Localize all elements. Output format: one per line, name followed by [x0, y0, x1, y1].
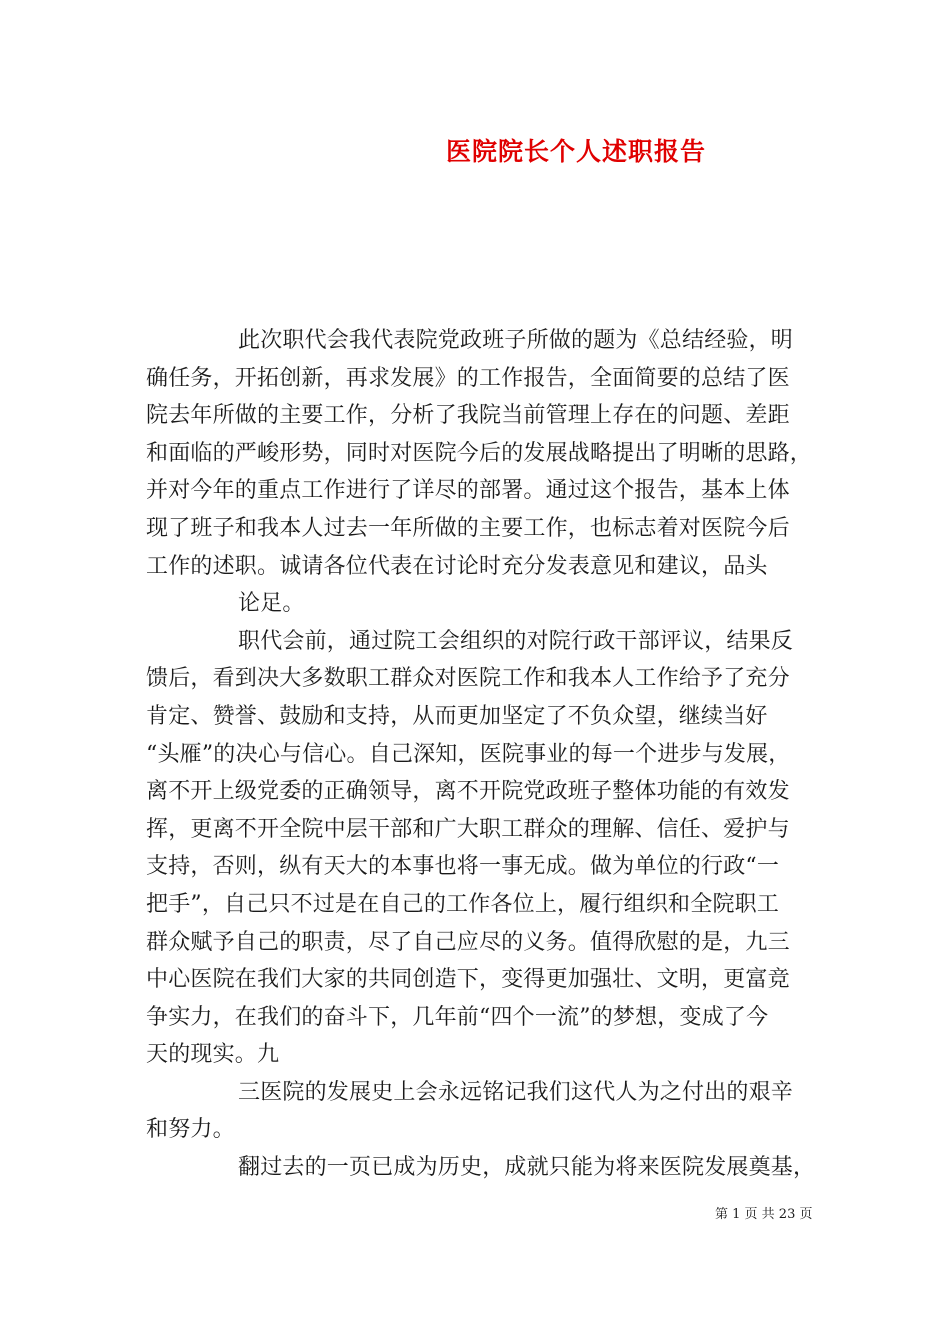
text-line: 和努力。	[146, 1117, 235, 1143]
text-line: 此次职代会我代表院党政班子所做的题为《总结经验，明	[238, 328, 794, 353]
text-line: 馈后，看到决大多数职工群众对医院工作和我本人工作给予了充分	[146, 666, 790, 692]
text-line: 工作的述职。诚请各位代表在讨论时充分发表意见和建议，品头	[146, 553, 768, 579]
text-line: 论足。	[238, 591, 305, 617]
text-line: 职代会前，通过院工会组织的对院行政干部评议，结果反	[238, 628, 794, 654]
text-line: 翻过去的一页已成为历史，成就只能为将来医院发展奠基，	[238, 1155, 816, 1181]
text-line: 肯定、赞誉、鼓励和支持，从而更加坚定了不负众望，继续当好	[146, 703, 768, 729]
text-line: 中心医院在我们大家的共同创造下，变得更加强壮、文明，更富竞	[146, 967, 790, 993]
text-line: 天的现实。九	[146, 1042, 280, 1068]
document-body	[146, 322, 826, 1187]
text-line: 三医院的发展史上会永远铭记我们这代人为之付出的艰辛	[238, 1079, 794, 1105]
text-line: 挥，更离不开全院中层干部和广大职工群众的理解、信任、爱护与	[146, 816, 790, 842]
text-line: 离不开上级党委的正确领导，离不开院党政班子整体功能的有效发	[146, 779, 790, 805]
text-line: “头雁”的决心与信心。自己深知，医院事业的每一个进步与发展，	[146, 741, 791, 767]
page-footer: 第 1 页 共 23 页	[715, 1207, 813, 1222]
text-line: 争实力，在我们的奋斗下，几年前“四个一流”的梦想，变成了今	[146, 1004, 769, 1030]
text-line: 并对今年的重点工作进行了详尽的部署。通过这个报告，基本上体	[146, 478, 790, 504]
document-title: 医院院长个人述职报告	[446, 137, 707, 166]
text-line: 和面临的严峻形势，同时对医院今后的发展战略提出了明晰的思路，	[146, 440, 813, 466]
text-line: 确任务，开拓创新，再求发展》的工作报告，全面简要的总结了医	[146, 365, 790, 391]
text-line: 现了班子和我本人过去一年所做的主要工作，也标志着对医院今后	[146, 515, 790, 541]
text-line: 把手”，自己只不过是在自己的工作各位上，履行组织和全院职工	[146, 891, 780, 917]
text-line: 院去年所做的主要工作，分析了我院当前管理上存在的问题、差距	[146, 403, 790, 429]
text-line: 群众赋予自己的职责，尽了自己应尽的义务。值得欣慰的是，九三	[146, 929, 790, 955]
text-line: 支持，否则，纵有天大的本事也将一事无成。做为单位的行政“一	[146, 854, 780, 880]
